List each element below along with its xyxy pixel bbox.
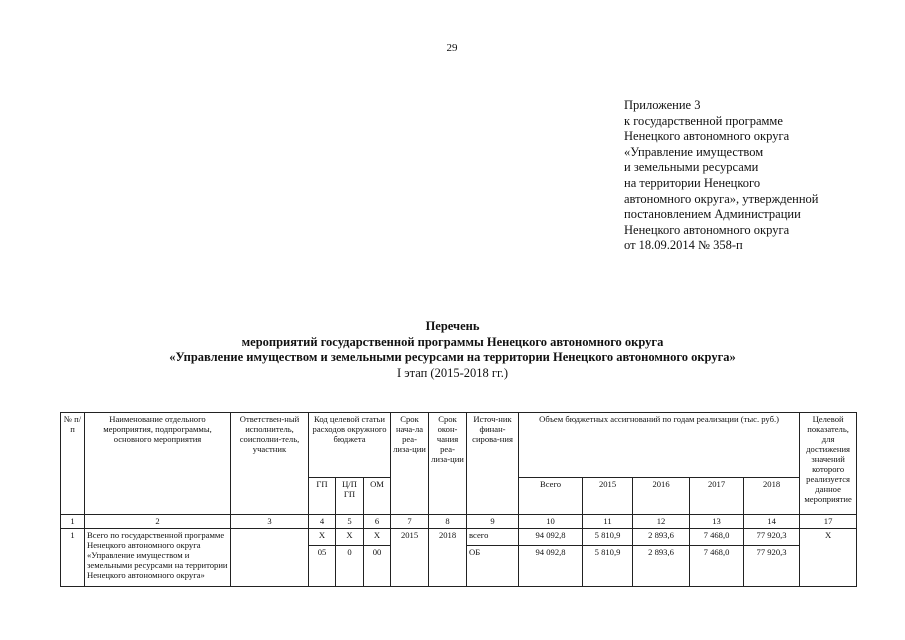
column-number: 14 bbox=[744, 515, 800, 529]
header-name: Наименование отдельного мероприятия, подпрограммы, основного мероприятия bbox=[85, 413, 231, 515]
subheader-om: ОМ bbox=[364, 478, 391, 515]
cell-2015: 5 810,9 bbox=[583, 529, 633, 546]
activities-table bbox=[60, 412, 857, 587]
row-target: Х bbox=[800, 529, 857, 587]
column-number: 8 bbox=[429, 515, 467, 529]
appendix-line: автономного округа», утвержденной bbox=[624, 191, 819, 206]
row-executor bbox=[231, 529, 309, 587]
title-line: мероприятий государственной программы Ненецкого автономного округа bbox=[241, 334, 664, 349]
column-number: 2 bbox=[85, 515, 231, 529]
title-line: Перечень bbox=[425, 319, 480, 333]
column-number: 10 bbox=[519, 515, 583, 529]
cell-gp: 05 bbox=[309, 546, 336, 587]
column-number: 13 bbox=[690, 515, 744, 529]
column-number: 11 bbox=[583, 515, 633, 529]
column-number: 3 bbox=[231, 515, 309, 529]
column-number: 5 bbox=[336, 515, 364, 529]
appendix-line: постановлением Администрации bbox=[624, 207, 801, 222]
column-number: 1 bbox=[61, 515, 85, 529]
appendix-line: и земельными ресурсами bbox=[624, 160, 759, 175]
document-title bbox=[0, 319, 905, 381]
column-number: 6 bbox=[364, 515, 391, 529]
header-target: Целевой показатель, для достижения значений которого реализуется данное мероприятие bbox=[800, 413, 857, 515]
cell-total: 94 092,8 bbox=[519, 546, 583, 587]
appendix-line: от 18.09.2014 № 358-п bbox=[624, 238, 743, 253]
cell-2018: 77 920,3 bbox=[744, 546, 800, 587]
appendix-line: на территории Ненецкого bbox=[624, 175, 761, 190]
subheader-gp: ГП bbox=[309, 478, 336, 515]
appendix-line: Ненецкого автономного округа bbox=[624, 222, 790, 237]
subheader-cpgp: Ц/П ГП bbox=[336, 478, 364, 515]
appendix-line: к государственной программе bbox=[624, 113, 783, 128]
cell-total: 94 092,8 bbox=[519, 529, 583, 546]
subheader-2016: 2016 bbox=[633, 478, 690, 515]
header-start: Срок нача-ла реа-лиза-ции bbox=[391, 413, 429, 515]
cell-2017: 7 468,0 bbox=[690, 546, 744, 587]
cell-2015: 5 810,9 bbox=[583, 546, 633, 587]
table-row bbox=[61, 529, 857, 546]
cell-2016: 2 893,6 bbox=[633, 546, 690, 587]
appendix-note bbox=[624, 98, 818, 254]
appendix-line: Приложение 3 bbox=[624, 98, 701, 112]
subheader-2018: 2018 bbox=[744, 478, 800, 515]
subheader-2015: 2015 bbox=[583, 478, 633, 515]
column-number: 9 bbox=[467, 515, 519, 529]
row-end: 2018 bbox=[429, 529, 467, 587]
column-number: 17 bbox=[800, 515, 857, 529]
cell-om: Х bbox=[364, 529, 391, 546]
column-number: 4 bbox=[309, 515, 336, 529]
row-name: Всего по государственной программе Ненецкого автономного округа «Управление имуществом и земельными ресурсами на территории Ненецкого автономного округа» bbox=[85, 529, 231, 587]
title-subline: I этап (2015-2018 гг.) bbox=[396, 365, 509, 380]
header-code: Код целевой статьи расходов окружного бюджета bbox=[309, 413, 391, 478]
cell-2018: 77 920,3 bbox=[744, 529, 800, 546]
cell-2016: 2 893,6 bbox=[633, 529, 690, 546]
header-no: № п/п bbox=[61, 413, 85, 515]
cell-gp: Х bbox=[309, 529, 336, 546]
cell-source: ОБ bbox=[467, 546, 519, 587]
cell-source: всего bbox=[467, 529, 519, 546]
column-number: 7 bbox=[391, 515, 429, 529]
column-number: 12 bbox=[633, 515, 690, 529]
cell-om: 00 bbox=[364, 546, 391, 587]
cell-2017: 7 468,0 bbox=[690, 529, 744, 546]
cell-cpgp: 0 bbox=[336, 546, 364, 587]
row-no: 1 bbox=[61, 529, 85, 587]
subheader-total: Всего bbox=[519, 478, 583, 515]
title-line: «Управление имуществом и земельными ресурсами на территории Ненецкого автономного округа» bbox=[169, 350, 736, 365]
appendix-line: Ненецкого автономного округа bbox=[624, 129, 790, 144]
table-header-row bbox=[61, 413, 857, 478]
page-number: 29 bbox=[446, 42, 458, 54]
cell-cpgp: Х bbox=[336, 529, 364, 546]
subheader-2017: 2017 bbox=[690, 478, 744, 515]
column-number-row bbox=[61, 515, 857, 529]
header-source: Источ-ник финан-сирова-ния bbox=[467, 413, 519, 515]
appendix-line: «Управление имуществом bbox=[624, 144, 764, 159]
header-end: Срок окон-чания реа-лиза-ции bbox=[429, 413, 467, 515]
row-start: 2015 bbox=[391, 529, 429, 587]
header-executor: Ответствен-ный исполнитель, соисполни-тель, участник bbox=[231, 413, 309, 515]
header-budget: Объем бюджетных ассигнований по годам реализации (тыс. руб.) bbox=[519, 413, 800, 478]
